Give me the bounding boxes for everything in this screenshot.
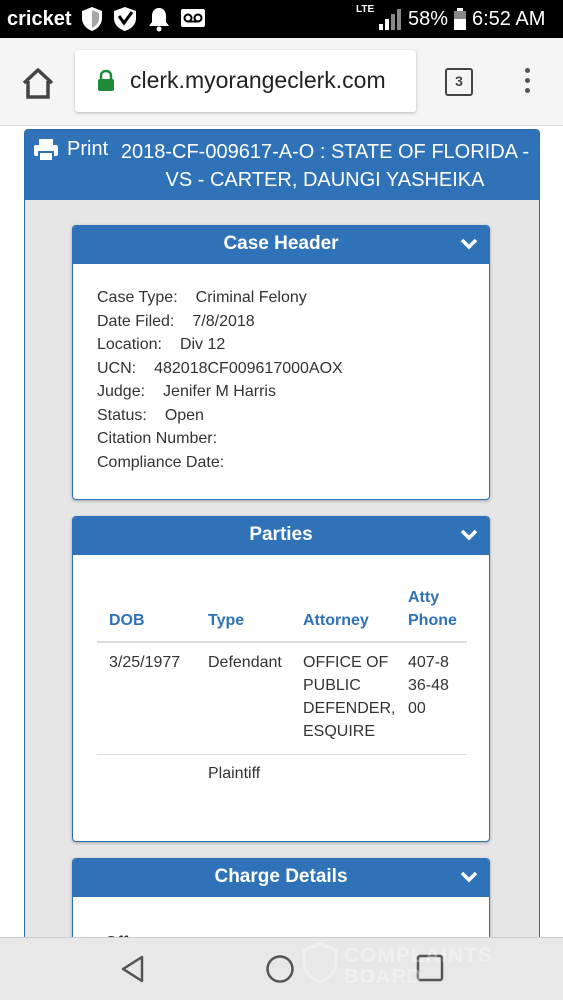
panel-title: Case Header	[223, 233, 339, 254]
page-content	[0, 127, 563, 937]
chevron-down-icon	[459, 867, 479, 887]
field-compliance-date: Compliance Date:	[97, 454, 225, 471]
watermark-line1: COMPLAINTS	[344, 944, 493, 967]
home-nav-icon[interactable]	[265, 954, 295, 984]
party-attorney: OFFICE OF PUBLIC DEFENDER, ESQUIRE	[303, 654, 396, 740]
clock: 6:52 AM	[472, 8, 546, 30]
panel-title: Parties	[249, 524, 313, 545]
shield-icon	[80, 6, 104, 32]
notification-bell-icon	[148, 6, 170, 32]
col-header-type[interactable]: Type	[208, 612, 245, 629]
watermark	[300, 938, 530, 1001]
home-icon[interactable]	[18, 63, 58, 103]
col-header-atty-phone[interactable]: Atty Phone	[408, 589, 457, 629]
case-title: 2018-CF-009617-A-O : STATE OF FLORIDA - VS - CARTER, DAUNGI YASHEIKA	[120, 141, 530, 191]
signal-strength-icon	[378, 8, 402, 30]
back-icon[interactable]	[118, 954, 148, 984]
watermark-line2: BOARD	[344, 966, 423, 988]
tab-switcher-button[interactable]: 3	[445, 68, 473, 96]
status-bar	[0, 0, 563, 38]
shield-check-icon	[112, 6, 138, 32]
field-judge: Judge: Jenifer M Harris	[97, 383, 276, 400]
case-header-toggle[interactable]	[73, 226, 489, 264]
print-link[interactable]: Print	[67, 138, 109, 160]
voicemail-icon	[180, 8, 206, 28]
address-bar[interactable]	[75, 50, 416, 112]
carrier-name: cricket	[7, 8, 72, 30]
network-type: LTE	[356, 4, 375, 15]
overflow-menu-icon[interactable]	[520, 65, 534, 99]
party-atty-phone: 407-836-4800	[408, 654, 449, 717]
case-header-panel	[72, 225, 490, 500]
party-dob: 3/25/1977	[109, 654, 181, 671]
android-nav-bar	[0, 937, 563, 1000]
chevron-down-icon	[459, 525, 479, 545]
lock-icon	[97, 70, 115, 92]
case-card	[24, 129, 540, 949]
print-icon[interactable]	[33, 138, 59, 162]
url-text: clerk.myorangeclerk.com	[130, 67, 386, 93]
chevron-down-icon	[459, 234, 479, 254]
battery-icon	[453, 8, 467, 30]
table-header-divider	[97, 641, 467, 643]
party-type: Defendant	[208, 654, 282, 671]
parties-panel	[72, 516, 490, 842]
parties-toggle[interactable]	[73, 517, 489, 555]
field-case-type: Case Type: Criminal Felony	[97, 289, 307, 306]
table-row-divider	[97, 754, 467, 755]
col-header-attorney[interactable]: Attorney	[303, 612, 369, 629]
col-header-dob[interactable]: DOB	[109, 612, 145, 629]
shield-logo-icon	[302, 942, 338, 984]
charge-details-toggle[interactable]	[73, 859, 489, 897]
browser-toolbar	[0, 38, 563, 126]
field-citation-number: Citation Number:	[97, 430, 218, 447]
field-ucn: UCN: 482018CF009617000AOX	[97, 360, 343, 377]
field-date-filed: Date Filed: 7/8/2018	[97, 313, 255, 330]
field-status: Status: Open	[97, 407, 204, 424]
field-location: Location: Div 12	[97, 336, 226, 353]
case-card-header	[25, 130, 539, 200]
panel-title: Charge Details	[214, 866, 348, 887]
battery-percent: 58%	[408, 8, 449, 30]
party-type: Plaintiff	[208, 765, 261, 782]
